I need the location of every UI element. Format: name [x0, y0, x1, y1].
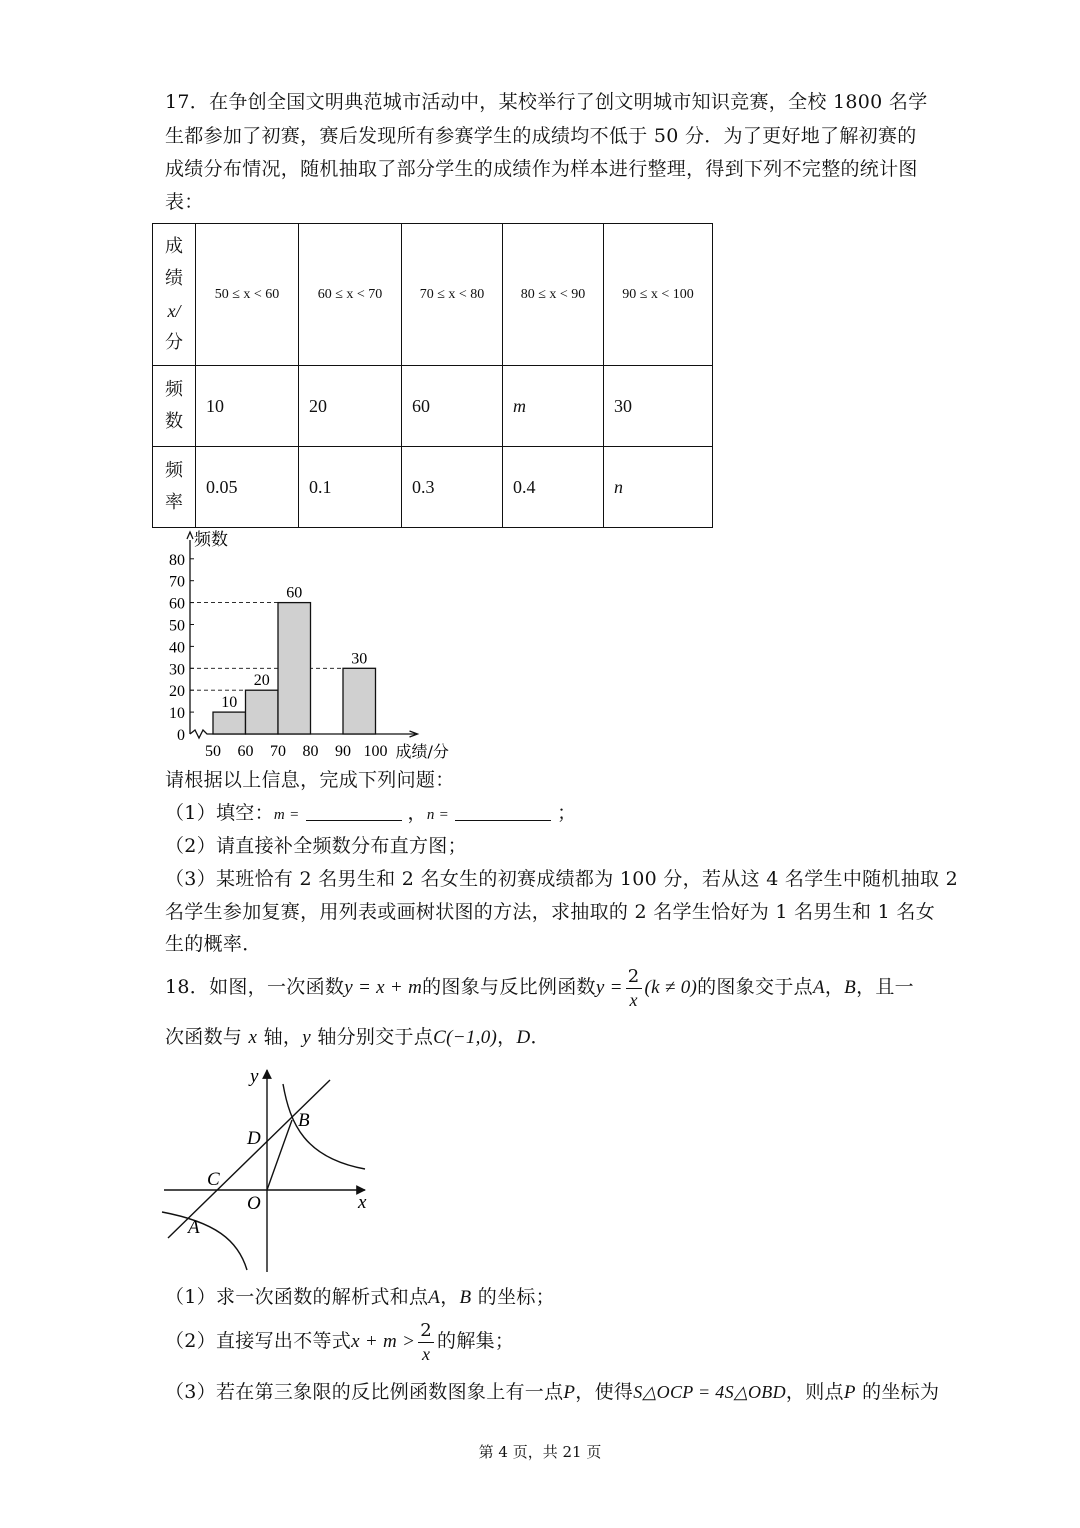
- range-cell: 80 ≤ x < 90: [503, 224, 604, 366]
- q18-line-1: 18．如图，一次函数y = x + m的图象与反比例函数y = $\frac{2}{x}$ (k ≠ 0)的图象交于点A，B，且一: [165, 965, 914, 1010]
- x-tick-label: 70: [270, 743, 286, 760]
- q18-line-2: 次函数与 x 轴，y 轴分别交于点C(−1,0)，D．: [165, 1026, 550, 1048]
- range-cell: 50 ≤ x < 60: [196, 224, 299, 366]
- rate-cell: n: [604, 447, 713, 528]
- q17-line-2: 生都参加了初赛，赛后发现所有参赛学生的成绩均不低于 50 分．为了更好地了解初赛的: [165, 125, 917, 147]
- page-footer: 第 4 页，共 21 页: [478, 1443, 602, 1461]
- histogram-bar: [213, 712, 246, 734]
- frequency-cell: 60: [402, 366, 503, 447]
- label-point-C: C: [207, 1169, 220, 1190]
- histogram-bar: [343, 668, 376, 734]
- table-header-score: 成 绩 x/ 分: [153, 224, 196, 366]
- frequency-cell: 20: [299, 366, 402, 447]
- q17-line-3: 成绩分布情况，随机抽取了部分学生的成绩作为样本进行整理，得到下列不完整的统计图: [165, 158, 918, 180]
- label-point-D: D: [247, 1128, 261, 1149]
- frequency-table: [152, 223, 713, 528]
- function-graph: [160, 1062, 380, 1274]
- range-cell: 60 ≤ x < 70: [299, 224, 402, 366]
- histogram-y-axis-title: 频数: [194, 530, 228, 550]
- label-point-A: A: [188, 1217, 200, 1238]
- rate-cell: 0.1: [299, 447, 402, 528]
- x-tick-label: 50: [205, 743, 221, 760]
- label-x: x: [358, 1192, 367, 1213]
- fraction-2-over-x: $\frac{2}{x}$: [627, 965, 640, 1010]
- range-cell: 70 ≤ x < 80: [402, 224, 503, 366]
- frequency-cell: 10: [196, 366, 299, 447]
- y-axis-arrow-icon: [187, 532, 193, 539]
- q17-line-4: 表：: [165, 191, 204, 213]
- x-tick-label: 60: [237, 743, 254, 760]
- x-tick-label: 100: [363, 743, 388, 760]
- answer-blank-m[interactable]: [306, 802, 402, 821]
- q17-part-2: （2）请直接补全频数分布直方图；: [165, 835, 467, 857]
- bar-value-label: 20: [253, 672, 270, 690]
- q17-part-3-line-3: 生的概率．: [165, 933, 262, 955]
- frequency-histogram: [150, 528, 480, 760]
- y-tick-label: 30: [169, 661, 185, 679]
- histogram-bar: [246, 690, 279, 734]
- hyperbola-branch-3: [162, 1212, 247, 1270]
- x-tick-label: 80: [302, 743, 319, 760]
- bar-value-label: 10: [221, 694, 238, 712]
- y-tick-label: 10: [169, 705, 185, 723]
- segment-OB: [267, 1120, 292, 1190]
- rate-cell: 0.4: [503, 447, 604, 528]
- y-tick-label: 80: [169, 551, 185, 569]
- frequency-cell: 30: [604, 366, 713, 447]
- histogram-x-axis-title: 成绩/分: [395, 742, 449, 760]
- frequency-cell: m: [503, 366, 604, 447]
- q17-part-1: （1）填空：m = ，n = ；: [165, 802, 577, 824]
- answer-blank-n[interactable]: [455, 802, 551, 821]
- histogram-bar: [278, 603, 311, 734]
- q17-part-3-line-2: 名学生参加复赛，用列表或画树状图的方法，求抽取的 2 名学生恰好为 1 名男生和 1 名女: [165, 901, 936, 923]
- q18-part-2: （2）直接写出不等式x + m > $\frac{2}{x}$ 的解集；: [165, 1319, 515, 1364]
- y-tick-label: 70: [169, 573, 185, 591]
- label-origin: O: [247, 1193, 261, 1214]
- q17-line-1: 17．在争创全国文明典范城市活动中，某校举行了创文明城市知识竞赛，全校 1800 名学: [165, 91, 928, 113]
- table-header-frequency: 频 数: [153, 366, 196, 447]
- q18-part-1: （1）求一次函数的解析式和点A，B 的坐标；: [165, 1286, 555, 1308]
- y-tick-label: 40: [169, 639, 185, 657]
- q17-part-3-line-1: （3）某班恰有 2 名男生和 2 名女生的初赛成绩都为 100 分，若从这 4 名学生中随机抽取 2: [165, 868, 959, 890]
- y-tick-label: 60: [169, 595, 185, 613]
- rate-cell: 0.3: [402, 447, 503, 528]
- q17-intro: 请根据以上信息，完成下列问题：: [165, 769, 455, 791]
- fraction-2-over-x: $\frac{2}{x}$: [420, 1319, 433, 1364]
- bar-value-label: 60: [286, 584, 303, 602]
- range-cell: 90 ≤ x < 100: [604, 224, 713, 366]
- linear-function-line: [168, 1080, 330, 1238]
- y-tick-label: 50: [169, 617, 185, 635]
- label-point-B: B: [298, 1110, 310, 1131]
- table-header-rate: 频 率: [153, 447, 196, 528]
- q18-part-3: （3）若在第三象限的反比例函数图象上有一点P，使得S△OCP = 4S△OBD，则点P 的坐标为: [165, 1381, 940, 1403]
- y-tick-label: 0: [177, 727, 185, 744]
- rate-cell: 0.05: [196, 447, 299, 528]
- y-tick-label: 20: [169, 683, 185, 701]
- bar-value-label: 30: [351, 650, 368, 668]
- hyperbola-branch-1: [283, 1084, 365, 1169]
- x-tick-label: 90: [335, 743, 351, 760]
- label-y: y: [250, 1066, 259, 1087]
